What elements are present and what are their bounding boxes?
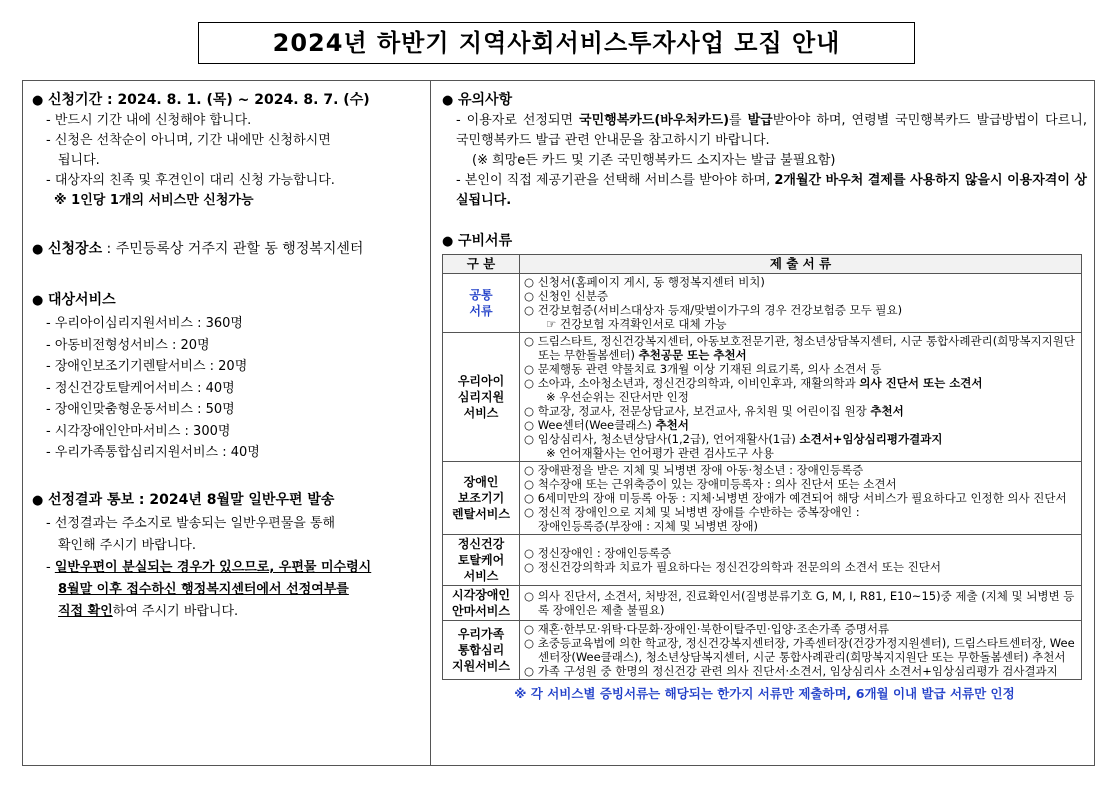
row-docs-rental [520,462,1082,535]
doc-text: ○ 소아과, 소아청소년과, 정신건강의학과, 이비인후과, 재활의학과 [524,376,860,390]
row-docs-child [520,333,1082,462]
row-docs-common [520,274,1082,333]
notice-text: 를 [729,113,748,128]
right-column [442,90,1087,704]
notice-note: (※ 희망e든 카드 및 기존 국민행복카드 소지자는 발급 불필요함) [472,153,836,168]
doc-line: ○ 가족 구성원 중 한명의 정신건강 관련 의사 진단서·소견서, 임상심리사 소견서+임상심리평가 검사결과지 [524,664,1058,678]
service-item: - 장애인맞춤형운동서비스 : 50명 [46,402,235,417]
notice-heading-text: 유의사항 [458,92,513,108]
row-label-common: 공통 서류 [443,274,520,333]
doc-line: ○ 재혼·한부모·위탁·다문화·장애인·북한이탈주민·입양·조손가족 증명서류 [524,622,890,636]
bullet-icon: ● [32,492,44,508]
docs-footnote: ※ 각 서비스별 증빙서류는 해당되는 한가지 서류만 제출하며, 6개월 이내 발급 서류만 인정 [514,686,1015,701]
service-item: - 우리가족통합심리지원서비스 : 40명 [46,445,260,460]
doc-line: ○ 정신장애인 : 장애인등록증 [524,546,672,560]
doc-line: ○ 의사 진단서, 소견서, 처방전, 진료확인서(질병분류기호 G, M, I, R81, E10~15)중 제출 (지체 및 뇌병변 등록 장애인은 제출 불필요) [524,589,1075,617]
result-warning: - 일반우편이 분실되는 경우가 있으므로, 우편물 미수령시 [46,559,372,575]
bullet-icon: ● [32,93,44,108]
period-line: 됩니다. [58,153,100,168]
doc-bold: 추천서 [870,404,904,418]
doc-line: ○ 정신적 장애인으로 지체 및 뇌병변 장애를 수반하는 중복장애인 : [524,505,860,519]
doc-line: ※ 우선순위는 진단서만 인정 [546,390,689,404]
doc-line: ○ 초중등교육법에 의한 학교장, 정신건강복지센터장, 가족센터장(건강가정지원센터), 드림스타트센터장, Wee센터장(Wee클래스), 청소년상담복지센터, 시군 통합사례관리(희망복지지원단 또는 무한돌봄센터) 추천서 [524,636,1075,664]
bullet-icon: ● [442,234,454,249]
service-item: - 정신건강토탈케어서비스 : 40명 [46,380,235,396]
service-item: - 아동비전형성서비스 : 20명 [46,337,210,353]
period-line: - 신청은 선착순이 아니며, 기간 내에만 신청하시면 [46,133,331,148]
doc-bold: 추천서 [655,418,689,432]
doc-line [524,334,1077,362]
notice-paragraph-1 [442,111,1087,151]
doc-line: ○ 신청서(홈페이지 게시, 동 행정복지센터 비치) [524,275,765,289]
service-item: - 시각장애인안마서비스 : 300명 [46,423,231,439]
doc-line: ○ 신청인 신분증 [524,289,608,303]
doc-text: ○ 임상심리사, 청소년상담사(1,2급), 언어재활사(1급) [524,432,800,446]
row-label-family: 우리가족 통합심리 지원서비스 [443,621,520,680]
doc-line: ○ 문제행동 관련 약물치료 3개월 이상 기재된 의료기록, 의사 소견서 등 [524,362,882,376]
doc-line [524,404,1077,418]
section-period-heading [32,90,422,111]
bullet-icon: ● [32,293,44,308]
doc-line: ○ 건강보험증(서비스대상자 등재/맞벌이가구의 경우 건강보험증 모두 필요) [524,303,903,317]
section-notice-heading [442,90,1087,111]
doc-bold: 의사 진단서 또는 소견서 [859,376,983,390]
section-services-heading [32,290,422,311]
table-row [443,586,1082,621]
doc-line: ○ 정신건강의학과 치료가 필요하다는 정신건강의학과 전문의의 소견서 또는 진단서 [524,560,941,574]
services-heading-text: 대상서비스 [48,292,116,308]
row-docs-massage [520,586,1082,621]
table-row [443,621,1082,680]
doc-text: ○ 드림스타트, 정신건강복지센터, 아동보호전문기관, 청소년상담복지센터, 시군 통합사례관리(희망복지지원단 또는 무한돌봄센터) [524,334,1075,362]
place-text: : 주민등록상 거주지 관할 동 행정복지센터 [102,241,364,257]
section-place [32,239,422,260]
notice-bold: 2개월간 바우처 결제를 사용하지 않을시 이용자격이 상실됩니다. [456,173,1087,208]
doc-line [524,376,1077,390]
doc-line: ※ 언어재활사는 언어평가 관련 검사도구 사용 [546,446,774,460]
service-item: - 장애인보조기기렌탈서비스 : 20명 [46,359,248,374]
period-line: - 반드시 기간 내에 신청해야 합니다. [46,113,252,128]
section-result-heading [32,490,422,511]
result-warning [32,601,422,623]
service-item: - 우리아이심리지원서비스 : 360명 [46,316,243,331]
doc-bold: 소견서+임상심리평가결과지 [799,432,943,446]
period-heading-text: 신청기간 : 2024. 8. 1. (목) ~ 2024. 8. 7. (수) [48,92,370,108]
warn-text: 8월말 이후 접수하신 행정복지센터에서 선정여부를 [58,581,349,597]
result-line: 확인해 주시기 바랍니다. [58,537,196,553]
notice-bold: 발급 [747,113,773,128]
result-warning [32,579,422,601]
warn-text: 직접 확인 [58,603,113,619]
result-heading-text: 선정결과 통보 : 2024년 8월말 일반우편 발송 [48,491,335,508]
result-line: - 선정결과는 주소지로 발송되는 일반우편물을 통해 [46,515,336,531]
bullet-icon: ● [32,242,44,257]
column-divider [430,80,431,766]
bullet-icon: ● [442,93,454,108]
documents-table [442,254,1082,680]
row-label-massage: 시각장애인 안마서비스 [443,586,520,621]
place-heading: 신청장소 [48,241,103,257]
warn-tail: 하여 주시기 바랍니다. [112,603,239,619]
period-line: - 대상자의 친족 및 후견인이 대리 신청 가능합니다. [46,173,335,188]
notice-text: - 본인이 직접 제공기관을 선택해 서비스를 받아야 하며, [456,173,775,188]
warn-text: 일반우편이 분실되는 경우가 있으므로, 우편물 미수령시 [54,559,372,575]
doc-line: ☞ 건강보험 자격확인서로 대체 가능 [546,317,727,331]
notice-bold: 국민행복카드(바우처카드) [579,113,730,128]
doc-line: ○ 장애판정을 받은 지체 및 뇌병변 장애 아동·청소년 : 장애인등록증 [524,463,864,477]
page-title: 2024년 하반기 지역사회서비스투자사업 모집 안내 [198,22,915,64]
notice-text: 받아야 하며, 연령별 국민행복카드 발급방법이 다르니, 국민행복카드 발급 관련 안내문을 참고하시기 바랍니다. [456,113,1087,148]
doc-text: ○ 학교장, 정교사, 전문상담교사, 보건교사, 유치원 및 어린이집 원장 [524,404,871,418]
header-documents: 제 출 서 류 [520,255,1082,274]
row-label-rental: 장애인 보조기기 렌탈서비스 [443,462,520,535]
docs-heading-text: 구비서류 [458,233,513,249]
table-row [443,333,1082,462]
doc-line: 장애인등록증(부장애 : 지체 및 뇌병변 장애) [538,519,758,533]
header-category: 구 분 [443,255,520,274]
table-row [443,535,1082,586]
doc-line: ○ 척수장애 또는 근위축증이 있는 장애미등록자 : 의사 진단서 또는 소견서 [524,477,897,491]
notice-paragraph-2 [442,171,1087,211]
table-row [443,274,1082,333]
doc-line: ○ 6세미만의 장애 미등록 아동 : 지체·뇌병변 장애가 예견되어 해당 서비스가 필요하다고 인정한 의사 진단서 [524,491,1067,505]
section-docs-heading [442,231,1087,252]
table-header-row [443,255,1082,274]
period-note: ※ 1인당 1개의 서비스만 신청가능 [54,193,254,208]
row-docs-mental [520,535,1082,586]
row-docs-family [520,621,1082,680]
doc-line [524,418,1077,432]
row-label-child: 우리아이 심리지원 서비스 [443,333,520,462]
left-column [32,90,422,623]
row-label-mental: 정신건강 토탈케어 서비스 [443,535,520,586]
doc-line [524,432,1077,446]
doc-bold: 추천공문 또는 추천서 [638,348,747,362]
doc-text: ○ Wee센터(Wee클래스) [524,418,656,432]
notice-text: - 이용자로 선정되면 [456,113,580,128]
table-row [443,462,1082,535]
